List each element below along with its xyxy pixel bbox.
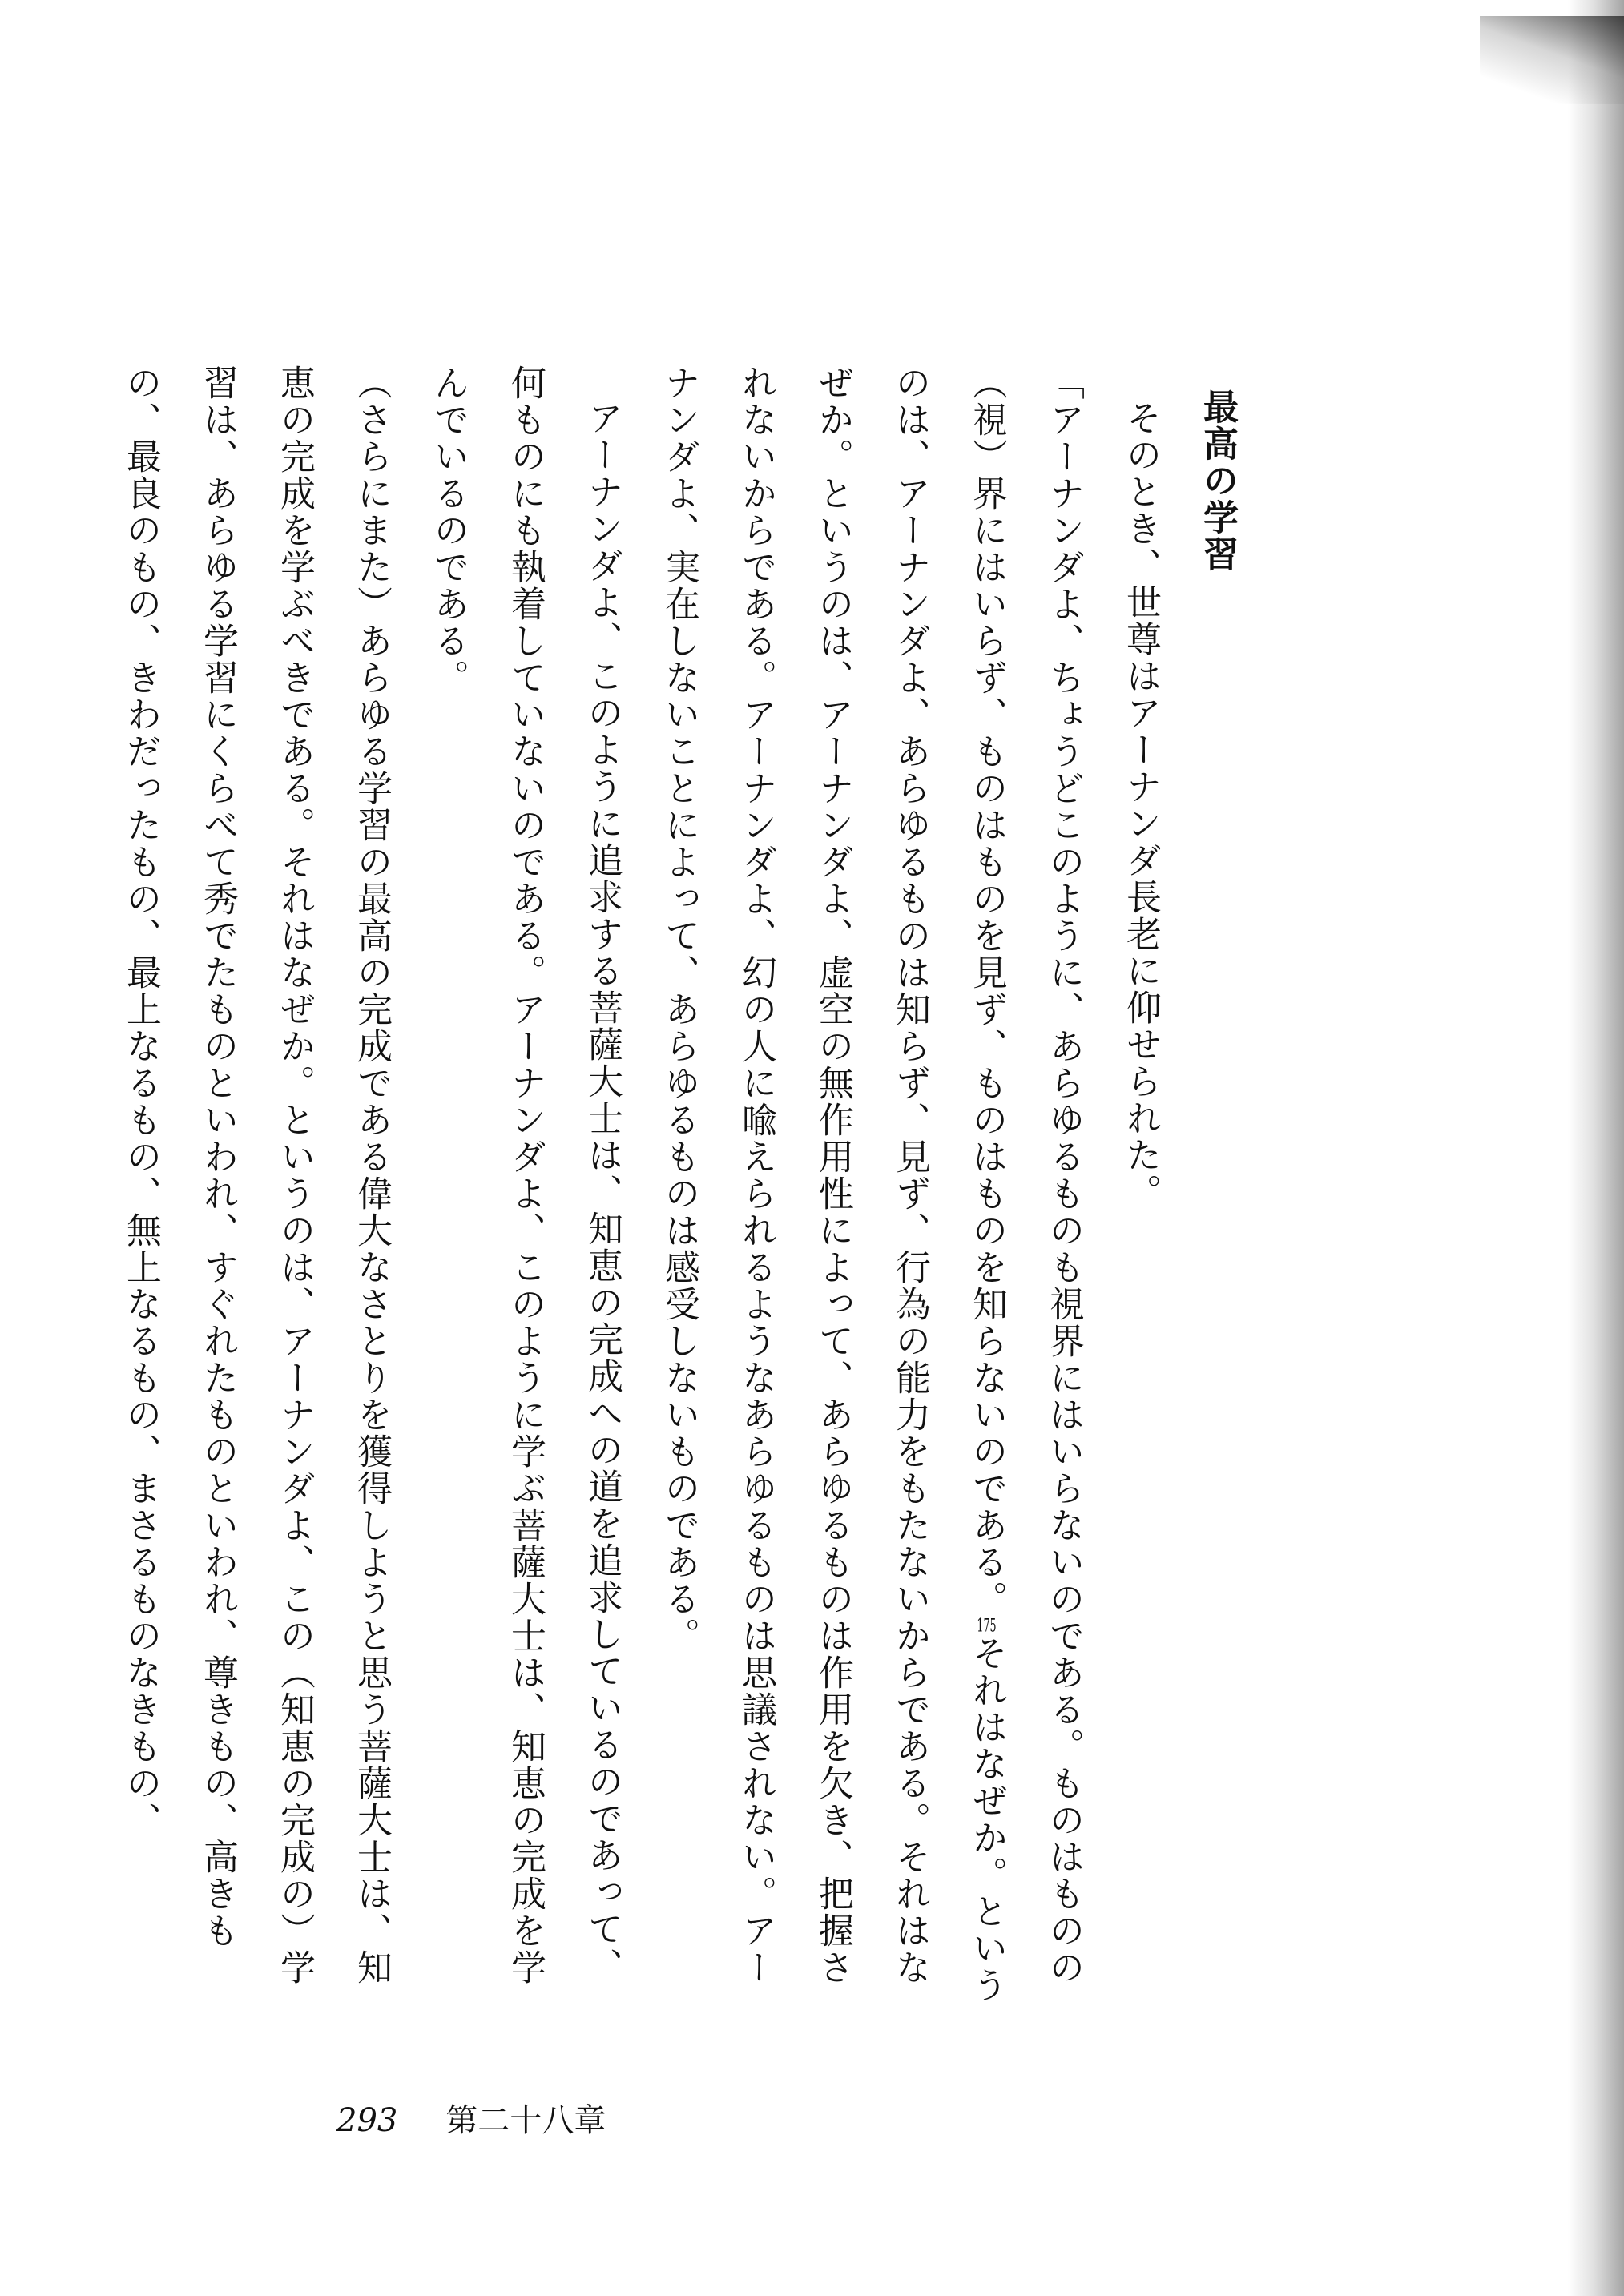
note-reference-175: 175 (977, 1617, 997, 1635)
paragraph-4: （さらにまた）あらゆる学習の最高の完成である偉大なさとりを獲得しようと思う菩薩大士は、知恵の完成を学ぶべきである。それはなぜか。というのは、アーナンダよ、この（知恵の完成の）学習は、あらゆる学習にくらべて秀でたものといわれ、すぐれたものといわれ、尊きもの、高きもの、最良のもの、きわだったもの、最上なるもの、無上なるもの、まさるものなきもの、 (120, 365, 392, 1986)
paragraph-2-part-a: 「アーナンダよ、ちょうどこのように、あらゆるものも視界にはいらないのである。ものはものの（視）界にはいらず、ものはものを見ず、ものはものを知らないのである。 (966, 365, 1084, 1986)
page-body (102, 365, 1255, 2015)
scan-edge-shadow (1568, 0, 1624, 2296)
paragraph-2-part-b: それはなぜか。というのは、アーナンダよ、あらゆるものは知らず、見ず、行為の能力をもたないからである。それはなぜか。というのは、アーナンダよ、虚空の無作用性によって、あらゆるものは作用を欠き、把握されないからである。アーナンダよ、幻の人に喩えられるようなあらゆるものは思議されない。アーナンダよ、実在しないことによって、あらゆるものは感受しないものである。 (659, 365, 1007, 2004)
chapter-title: 第二十八章 (445, 2102, 606, 2139)
paragraph-1: そのとき、世尊はアーナンダ長老に仰せられた。 (1120, 400, 1161, 1210)
page-number: 293 (336, 2102, 398, 2139)
section-heading: 最高の学習 (1197, 389, 1238, 573)
paragraph-3: アーナンダよ、このように追求する菩薩大士は、知恵の完成への道を追求しているのであって、何ものにも執着していないのである。アーナンダよ、このように学ぶ菩薩大士は、知恵の完成を学んでいるのである。 (428, 365, 623, 1986)
scan-corner-shadow (1480, 16, 1624, 104)
page-footer (336, 2095, 606, 2141)
paragraph-2 (640, 365, 1102, 2015)
